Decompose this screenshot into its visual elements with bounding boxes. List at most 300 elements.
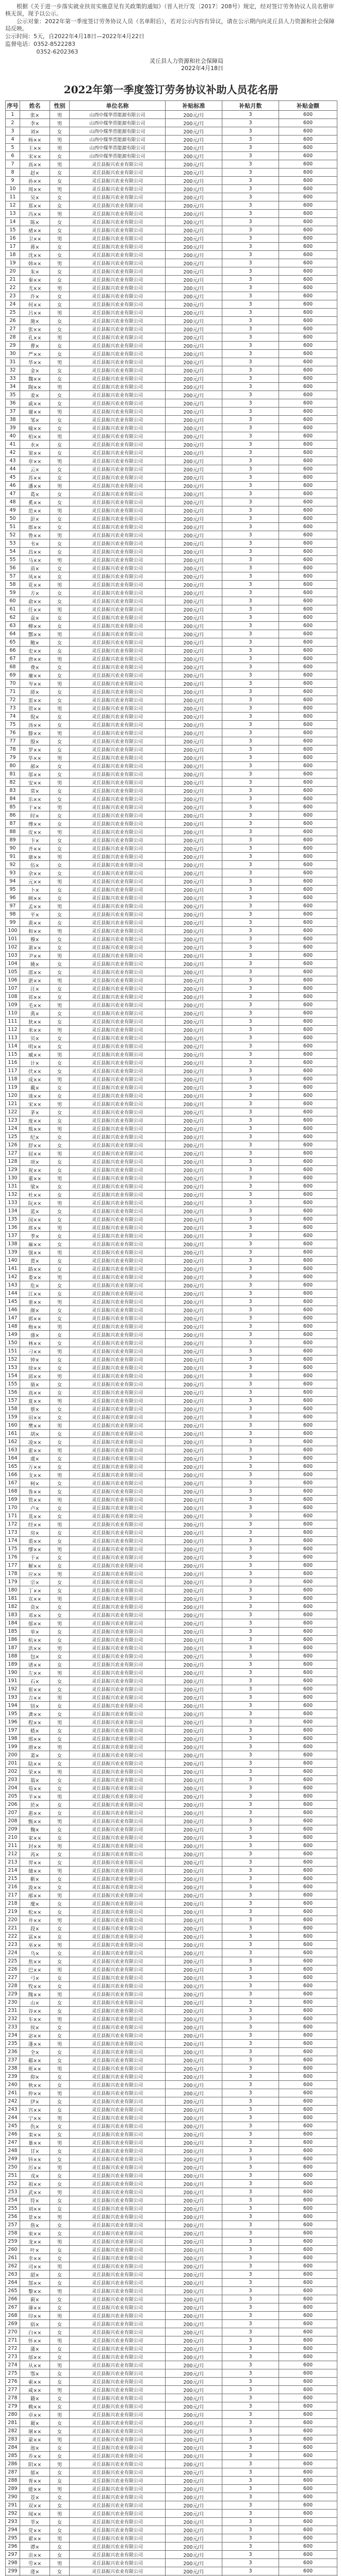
cell-index: 229 — [6, 1990, 20, 1998]
cell-months: 3 — [222, 1768, 279, 1776]
cell-index: 37 — [6, 408, 20, 416]
cell-months: 3 — [222, 2526, 279, 2534]
cell-standard: 200元/月 — [166, 127, 222, 135]
cell-months: 3 — [222, 1718, 279, 1726]
cell-index: 38 — [6, 416, 20, 424]
cell-index: 278 — [6, 2394, 20, 2402]
table-row — [6, 1347, 337, 1355]
cell-months: 3 — [222, 1405, 279, 1413]
cell-gender: 女 — [50, 1257, 70, 1265]
table-row — [6, 976, 337, 985]
table-row — [6, 2353, 337, 2361]
cell-company: 灵丘县振兴农业有限公司 — [70, 770, 166, 778]
cell-amount: 600 — [279, 1924, 337, 1933]
table-row — [6, 201, 337, 210]
cell-company: 灵丘县振兴农业有限公司 — [70, 2303, 166, 2312]
cell-months: 3 — [222, 2114, 279, 2122]
cell-standard: 200元/月 — [166, 317, 222, 325]
cell-amount: 600 — [279, 2180, 337, 2188]
cell-standard: 200元/月 — [166, 1677, 222, 1685]
table-row — [6, 1059, 337, 1067]
cell-months: 3 — [222, 2089, 279, 2097]
cell-standard: 200元/月 — [166, 243, 222, 251]
cell-index: 253 — [6, 2188, 20, 2196]
cell-index: 26 — [6, 317, 20, 325]
cell-index: 109 — [6, 1001, 20, 1009]
cell-gender: 男 — [50, 1867, 70, 1875]
cell-gender: 男 — [50, 1496, 70, 1504]
cell-months: 3 — [222, 1735, 279, 1743]
cell-gender: 男 — [50, 2213, 70, 2221]
cell-amount: 600 — [279, 1768, 337, 1776]
cell-amount: 600 — [279, 2015, 337, 2023]
cell-gender: 女 — [50, 1776, 70, 1784]
cell-company: 灵丘县振兴农业有限公司 — [70, 2262, 166, 2270]
cell-company: 灵丘县振兴农业有限公司 — [70, 2023, 166, 2031]
cell-months: 3 — [222, 1116, 279, 1125]
cell-index: 204 — [6, 1784, 20, 1792]
cell-standard: 200元/月 — [166, 1405, 222, 1413]
cell-gender: 女 — [50, 2031, 70, 2040]
cell-gender: 女 — [50, 342, 70, 350]
cell-name: 花×× — [20, 581, 50, 589]
cell-gender: 男 — [50, 284, 70, 292]
cell-index: 85 — [6, 803, 20, 811]
cell-name: 朱× — [20, 267, 50, 276]
cell-gender: 男 — [50, 457, 70, 465]
cell-name: 应×× — [20, 1570, 50, 1578]
cell-standard: 200元/月 — [166, 292, 222, 300]
cell-gender: 女 — [50, 1537, 70, 1545]
cell-name: 伍× — [20, 861, 50, 869]
table-row — [6, 1693, 337, 1702]
cell-standard: 200元/月 — [166, 581, 222, 589]
cell-company: 灵丘县振兴农业有限公司 — [70, 647, 166, 655]
cell-months: 3 — [222, 853, 279, 861]
cell-company: 灵丘县振兴农业有限公司 — [70, 317, 166, 325]
cell-months: 3 — [222, 1331, 279, 1339]
cell-amount: 600 — [279, 408, 337, 416]
cell-company: 灵丘县振兴农业有限公司 — [70, 1842, 166, 1850]
cell-amount: 600 — [279, 1529, 337, 1537]
cell-index: 71 — [6, 688, 20, 696]
cell-gender: 女 — [50, 1875, 70, 1883]
cell-standard: 200元/月 — [166, 309, 222, 317]
cell-months: 3 — [222, 1726, 279, 1735]
cell-standard: 200元/月 — [166, 1158, 222, 1166]
cell-amount: 600 — [279, 2468, 337, 2477]
cell-standard: 200元/月 — [166, 1718, 222, 1726]
cell-gender: 女 — [50, 647, 70, 655]
cell-months: 3 — [222, 1809, 279, 1817]
cell-name: 沈×× — [20, 251, 50, 259]
cell-gender: 男 — [50, 2163, 70, 2172]
cell-gender: 男 — [50, 1001, 70, 1009]
cell-standard: 200元/月 — [166, 1248, 222, 1257]
table-row — [6, 1644, 337, 1652]
cell-gender: 女 — [50, 589, 70, 597]
cell-company: 灵丘县振兴农业有限公司 — [70, 597, 166, 605]
table-row — [6, 1339, 337, 1347]
cell-standard: 200元/月 — [166, 910, 222, 919]
cell-standard: 200元/月 — [166, 1685, 222, 1693]
cell-gender: 女 — [50, 2543, 70, 2551]
cell-gender: 女 — [50, 2493, 70, 2501]
cell-standard: 200元/月 — [166, 2081, 222, 2089]
cell-standard: 200元/月 — [166, 1949, 222, 1957]
table-row — [6, 1842, 337, 1850]
table-row — [6, 1141, 337, 1149]
cell-months: 3 — [222, 1248, 279, 1257]
cell-name: 蓟× — [20, 2295, 50, 2303]
cell-company: 灵丘县振兴农业有限公司 — [70, 2114, 166, 2122]
cell-company: 灵丘县振兴农业有限公司 — [70, 1562, 166, 1570]
cell-gender: 女 — [50, 2320, 70, 2328]
cell-amount: 600 — [279, 1454, 337, 1463]
cell-months: 3 — [222, 787, 279, 795]
cell-standard: 200元/月 — [166, 1446, 222, 1454]
cell-index: 187 — [6, 1644, 20, 1652]
cell-gender: 女 — [50, 671, 70, 680]
cell-gender: 女 — [50, 1685, 70, 1693]
cell-gender: 男 — [50, 2188, 70, 2196]
cell-company: 灵丘县振兴农业有限公司 — [70, 919, 166, 927]
cell-index: 6 — [6, 152, 20, 160]
cell-company: 灵丘县振兴农业有限公司 — [70, 1166, 166, 1174]
cell-name: 封×× — [20, 1842, 50, 1850]
cell-company: 灵丘县振兴农业有限公司 — [70, 490, 166, 498]
cell-standard: 200元/月 — [166, 1290, 222, 1298]
cell-standard: 200元/月 — [166, 2180, 222, 2188]
table-row — [6, 2073, 337, 2081]
table-row — [6, 424, 337, 432]
cell-gender: 女 — [50, 2345, 70, 2353]
cell-gender: 女 — [50, 1207, 70, 1215]
table-row — [6, 531, 337, 539]
cell-company: 灵丘县振兴农业有限公司 — [70, 2336, 166, 2345]
cell-company: 灵丘县振兴农业有限公司 — [70, 2254, 166, 2262]
cell-company: 灵丘县振兴农业有限公司 — [70, 2081, 166, 2089]
cell-company: 灵丘县振兴农业有限公司 — [70, 696, 166, 704]
cell-index: 46 — [6, 482, 20, 490]
cell-standard: 200元/月 — [166, 432, 222, 440]
cell-months: 3 — [222, 1479, 279, 1487]
cell-gender: 女 — [50, 1487, 70, 1496]
cell-company: 灵丘县振兴农业有限公司 — [70, 1726, 166, 1735]
cell-amount: 600 — [279, 1248, 337, 1257]
cell-company: 灵丘县振兴农业有限公司 — [70, 1265, 166, 1273]
cell-months: 3 — [222, 300, 279, 309]
cell-standard: 200元/月 — [166, 391, 222, 399]
cell-amount: 600 — [279, 498, 337, 506]
cell-company: 灵丘县振兴农业有限公司 — [70, 729, 166, 737]
cell-index: 25 — [6, 309, 20, 317]
cell-index: 212 — [6, 1850, 20, 1858]
cell-company: 灵丘县振兴农业有限公司 — [70, 1207, 166, 1215]
cell-company: 灵丘县振兴农业有限公司 — [70, 1941, 166, 1949]
cell-gender: 女 — [50, 2147, 70, 2155]
cell-amount: 600 — [279, 1067, 337, 1075]
cell-index: 210 — [6, 1834, 20, 1842]
cell-company: 灵丘县振兴农业有限公司 — [70, 1949, 166, 1957]
cell-index: 23 — [6, 292, 20, 300]
cell-name: 索×× — [20, 2378, 50, 2386]
cell-amount: 600 — [279, 1042, 337, 1050]
cell-name: 毕×× — [20, 754, 50, 762]
cell-standard: 200元/月 — [166, 1355, 222, 1364]
cell-amount: 600 — [279, 2485, 337, 2493]
cell-amount: 600 — [279, 2238, 337, 2246]
cell-months: 3 — [222, 1801, 279, 1809]
cell-company: 灵丘县振兴农业有限公司 — [70, 1116, 166, 1125]
table-row — [6, 144, 337, 152]
cell-gender: 男 — [50, 1149, 70, 1158]
cell-months: 3 — [222, 2229, 279, 2238]
cell-index: 40 — [6, 432, 20, 440]
cell-standard: 200元/月 — [166, 2262, 222, 2270]
cell-amount: 600 — [279, 531, 337, 539]
cell-company: 灵丘县振兴农业有限公司 — [70, 2089, 166, 2097]
cell-amount: 600 — [279, 2559, 337, 2567]
cell-index: 81 — [6, 770, 20, 778]
cell-name: 韶× — [20, 2270, 50, 2279]
cell-index: 189 — [6, 1660, 20, 1669]
cell-amount: 600 — [279, 556, 337, 564]
cell-name: 全× — [20, 2048, 50, 2056]
cell-name: 魏×× — [20, 375, 50, 383]
table-row — [6, 1965, 337, 1974]
cell-amount: 600 — [279, 473, 337, 482]
cell-company: 灵丘县振兴农业有限公司 — [70, 457, 166, 465]
cell-amount: 600 — [279, 1751, 337, 1759]
cell-amount: 600 — [279, 1619, 337, 1628]
cell-name: 戎× — [20, 2172, 50, 2180]
cell-name: 屈×× — [20, 1149, 50, 1158]
cell-standard: 200元/月 — [166, 1974, 222, 1982]
cell-name: 富×× — [20, 1933, 50, 1941]
table-row — [6, 2312, 337, 2320]
cell-company: 灵丘县振兴农业有限公司 — [70, 383, 166, 391]
cell-name: 时× — [20, 811, 50, 820]
cell-name: 刘×× — [20, 2205, 50, 2213]
cell-gender: 女 — [50, 1553, 70, 1562]
cell-months: 3 — [222, 408, 279, 416]
table-row — [6, 1026, 337, 1034]
cell-company: 灵丘县振兴农业有限公司 — [70, 2386, 166, 2394]
cell-name: 钮× — [20, 1702, 50, 1710]
table-row — [6, 894, 337, 902]
cell-months: 3 — [222, 1595, 279, 1603]
cell-name: 骆× — [20, 1380, 50, 1388]
cell-company: 山西中煤华晋能源有限公司 — [70, 144, 166, 152]
cell-months: 3 — [222, 399, 279, 408]
cell-gender: 男 — [50, 556, 70, 564]
table-row — [6, 1916, 337, 1924]
cell-months: 3 — [222, 713, 279, 721]
cell-months: 3 — [222, 943, 279, 952]
cell-company: 灵丘县振兴农业有限公司 — [70, 1825, 166, 1834]
cell-index: 103 — [6, 952, 20, 960]
cell-gender: 男 — [50, 1397, 70, 1405]
cell-gender: 男 — [50, 1743, 70, 1751]
cell-amount: 600 — [279, 1718, 337, 1726]
cell-company: 灵丘县振兴农业有限公司 — [70, 1339, 166, 1347]
cell-gender: 女 — [50, 1314, 70, 1323]
cell-standard: 200元/月 — [166, 1224, 222, 1232]
cell-company: 灵丘县振兴农业有限公司 — [70, 2419, 166, 2427]
cell-months: 3 — [222, 820, 279, 828]
cell-standard: 200元/月 — [166, 2320, 222, 2328]
cell-gender: 女 — [50, 1479, 70, 1487]
cell-company: 灵丘县振兴农业有限公司 — [70, 993, 166, 1001]
cell-months: 3 — [222, 1693, 279, 1702]
cell-name: 幸×× — [20, 2254, 50, 2262]
cell-gender: 男 — [50, 2460, 70, 2468]
cell-index: 113 — [6, 1034, 20, 1042]
table-row — [6, 745, 337, 754]
cell-standard: 200元/月 — [166, 2411, 222, 2419]
cell-amount: 600 — [279, 1883, 337, 1891]
cell-name: 舒×× — [20, 1141, 50, 1149]
cell-index: 222 — [6, 1933, 20, 1941]
table-row — [6, 630, 337, 638]
table-row — [6, 778, 337, 787]
cell-gender: 女 — [50, 564, 70, 572]
cell-name: 鲍× — [20, 638, 50, 647]
cell-index: 296 — [6, 2543, 20, 2551]
cell-company: 灵丘县振兴农业有限公司 — [70, 622, 166, 630]
cell-index: 57 — [6, 572, 20, 581]
cell-company: 灵丘县振兴农业有限公司 — [70, 2411, 166, 2419]
cell-company: 灵丘县振兴农业有限公司 — [70, 1586, 166, 1595]
cell-standard: 200元/月 — [166, 589, 222, 597]
cell-company: 灵丘县振兴农业有限公司 — [70, 2056, 166, 2064]
cell-months: 3 — [222, 1949, 279, 1957]
cell-index: 246 — [6, 2130, 20, 2139]
cell-company: 灵丘县振兴农业有限公司 — [70, 1669, 166, 1677]
cell-months: 3 — [222, 1232, 279, 1240]
cell-months: 3 — [222, 1158, 279, 1166]
cell-gender: 女 — [50, 1751, 70, 1759]
table-row — [6, 1801, 337, 1809]
table-row — [6, 2130, 337, 2139]
cell-standard: 200元/月 — [166, 2040, 222, 2048]
cell-months: 3 — [222, 2419, 279, 2427]
cell-name: 李× — [20, 119, 50, 127]
cell-months: 3 — [222, 2048, 279, 2056]
cell-standard: 200元/月 — [166, 729, 222, 737]
cell-name: 蔺× — [20, 2419, 50, 2427]
cell-standard: 200元/月 — [166, 869, 222, 877]
cell-standard: 200元/月 — [166, 1825, 222, 1834]
cell-months: 3 — [222, 2402, 279, 2411]
cell-months: 3 — [222, 325, 279, 333]
cell-months: 3 — [222, 1133, 279, 1141]
cell-index: 154 — [6, 1372, 20, 1380]
cell-company: 灵丘县振兴农业有限公司 — [70, 2196, 166, 2205]
cell-standard: 200元/月 — [166, 2097, 222, 2106]
cell-name: 马×× — [20, 556, 50, 564]
table-row — [6, 2345, 337, 2353]
cell-company: 灵丘县振兴农业有限公司 — [70, 2394, 166, 2402]
cell-name: 祖×× — [20, 2180, 50, 2188]
cell-name: 童×× — [20, 1298, 50, 1306]
cell-index: 1 — [6, 111, 20, 119]
cell-company: 灵丘县振兴农业有限公司 — [70, 811, 166, 820]
cell-name: 支×× — [20, 1471, 50, 1479]
cell-months: 3 — [222, 1388, 279, 1397]
cell-months: 3 — [222, 1611, 279, 1619]
cell-months: 3 — [222, 1850, 279, 1858]
cell-months: 3 — [222, 1858, 279, 1867]
cell-standard: 200元/月 — [166, 1924, 222, 1933]
cell-gender: 男 — [50, 2534, 70, 2543]
table-row — [6, 572, 337, 581]
cell-months: 3 — [222, 276, 279, 284]
cell-gender: 女 — [50, 1191, 70, 1199]
cell-months: 3 — [222, 2246, 279, 2254]
cell-name: 萧×× — [20, 943, 50, 952]
cell-gender: 女 — [50, 1809, 70, 1817]
table-row — [6, 927, 337, 935]
table-row — [6, 342, 337, 350]
cell-company: 灵丘县振兴农业有限公司 — [70, 1001, 166, 1009]
cell-months: 3 — [222, 2040, 279, 2048]
cell-months: 3 — [222, 144, 279, 152]
table-row — [6, 696, 337, 704]
cell-months: 3 — [222, 1487, 279, 1496]
cell-company: 灵丘县振兴农业有限公司 — [70, 2435, 166, 2444]
cell-standard: 200元/月 — [166, 2188, 222, 2196]
cell-amount: 600 — [279, 1759, 337, 1768]
cell-index: 2 — [6, 119, 20, 127]
cell-standard: 200元/月 — [166, 1850, 222, 1858]
cell-standard: 200元/月 — [166, 1933, 222, 1941]
cell-index: 130 — [6, 1174, 20, 1182]
cell-index: 275 — [6, 2369, 20, 2378]
cell-gender: 女 — [50, 1578, 70, 1586]
cell-index: 106 — [6, 976, 20, 985]
cell-standard: 200元/月 — [166, 968, 222, 976]
cell-index: 10 — [6, 185, 20, 193]
cell-index: 43 — [6, 457, 20, 465]
cell-index: 162 — [6, 1438, 20, 1446]
cell-company: 灵丘县振兴农业有限公司 — [70, 1628, 166, 1636]
cell-standard: 200元/月 — [166, 1454, 222, 1463]
cell-name: 酆×× — [20, 630, 50, 638]
cell-amount: 600 — [279, 902, 337, 910]
cell-name: 谢×× — [20, 408, 50, 416]
cell-name: 郑×× — [20, 201, 50, 210]
cell-name: 陶×× — [20, 383, 50, 391]
cell-gender: 女 — [50, 1042, 70, 1050]
cell-standard: 200元/月 — [166, 1619, 222, 1628]
cell-index: 88 — [6, 828, 20, 836]
cell-index: 152 — [6, 1355, 20, 1364]
cell-name: 奚×× — [20, 498, 50, 506]
cell-amount: 600 — [279, 745, 337, 754]
cell-gender: 女 — [50, 1710, 70, 1718]
cell-months: 3 — [222, 2188, 279, 2196]
cell-months: 3 — [222, 152, 279, 160]
cell-gender: 男 — [50, 1026, 70, 1034]
cell-name: 伊× — [20, 2097, 50, 2106]
cell-months: 3 — [222, 2551, 279, 2559]
cell-standard: 200元/月 — [166, 1768, 222, 1776]
cell-name: 姚× — [20, 960, 50, 968]
cell-gender: 女 — [50, 325, 70, 333]
cell-amount: 600 — [279, 1487, 337, 1496]
